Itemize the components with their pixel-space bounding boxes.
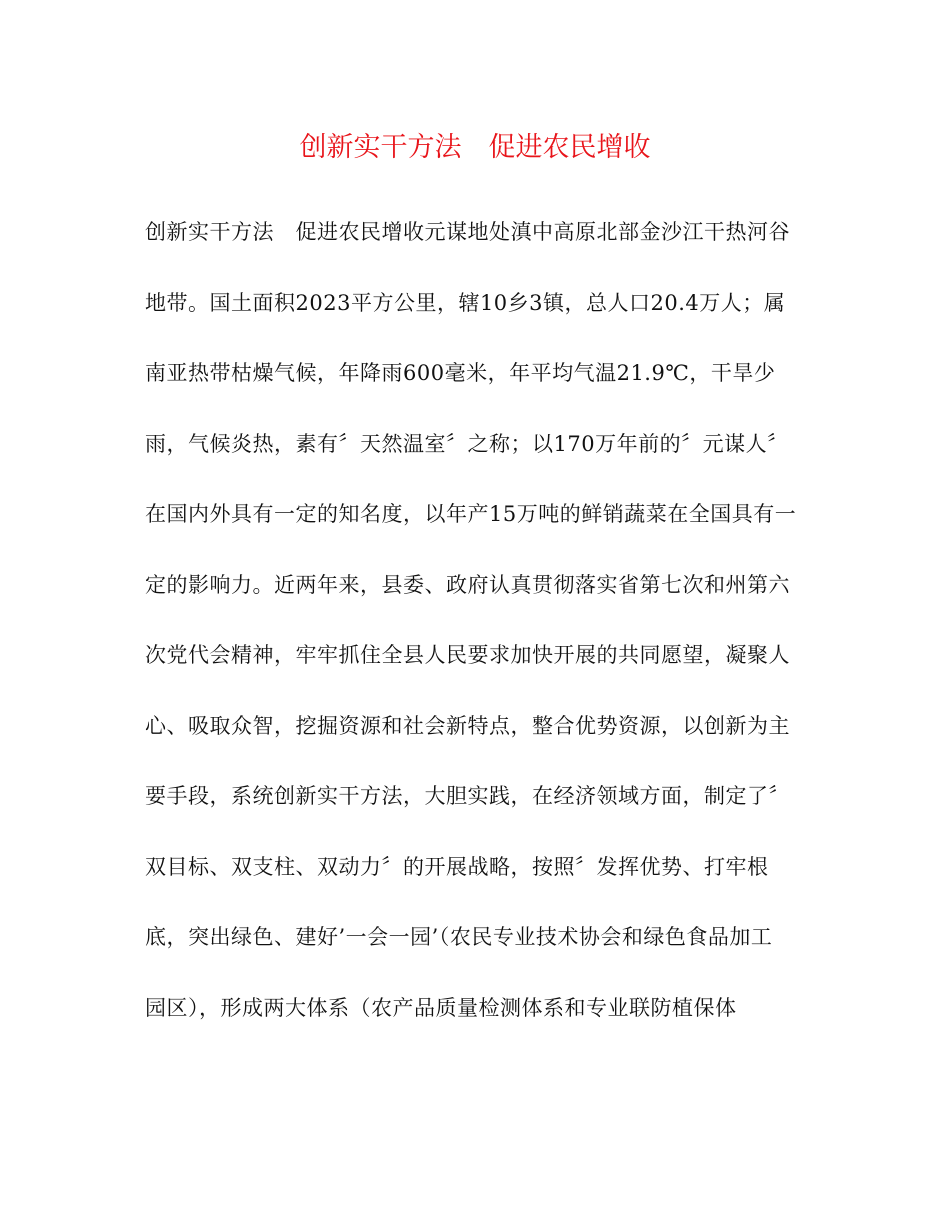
body-line: 在国内外具有一定的知名度，以年产15万吨的鲜销蔬菜在全国具有一 xyxy=(145,502,797,526)
body-line: 雨，气候炎热，素有〞天然温室〞之称；以170万年前的〞元谋人〞 xyxy=(145,431,789,456)
body-line: 园区），形成两大体系（农产品质量检测体系和专业联防植保体 xyxy=(145,995,737,1020)
body-line: 心、吸取众智，挖掘资源和社会新特点，整合优势资源，以创新为主 xyxy=(145,713,790,738)
body-line: 创新实干方法 促进农民增收元谋地处滇中高原北部金沙江干热河谷 xyxy=(145,220,790,244)
document-body xyxy=(145,210,815,1056)
body-line: 定的影响力。近两年来，县委、政府认真贯彻落实省第七次和州第六 xyxy=(145,572,790,597)
body-line: 要手段，系统创新实干方法，大胆实践，在经济领域方面，制定了〞 xyxy=(145,784,790,808)
body-line: 底，突出绿色、建好’一会一园’（农民专业技术协会和绿色食品加工 xyxy=(145,925,773,949)
body-line: 次党代会精神，牢牢抓住全县人民要求加快开展的共同愿望，凝聚人 xyxy=(145,643,790,667)
body-line: 双目标、双支柱、双动力〞的开展战略，按照〞发挥优势、打牢根 xyxy=(145,854,769,879)
body-line: 地带。国土面积2023平方公里，辖10乡3镇，总人口20.4万人；属 xyxy=(145,290,786,315)
document-title: 创新实干方法 促进农民增收 xyxy=(299,132,651,163)
body-line: 南亚热带枯燥气候，年降雨600毫米，年平均气温21.9℃，干旱少 xyxy=(145,361,776,385)
